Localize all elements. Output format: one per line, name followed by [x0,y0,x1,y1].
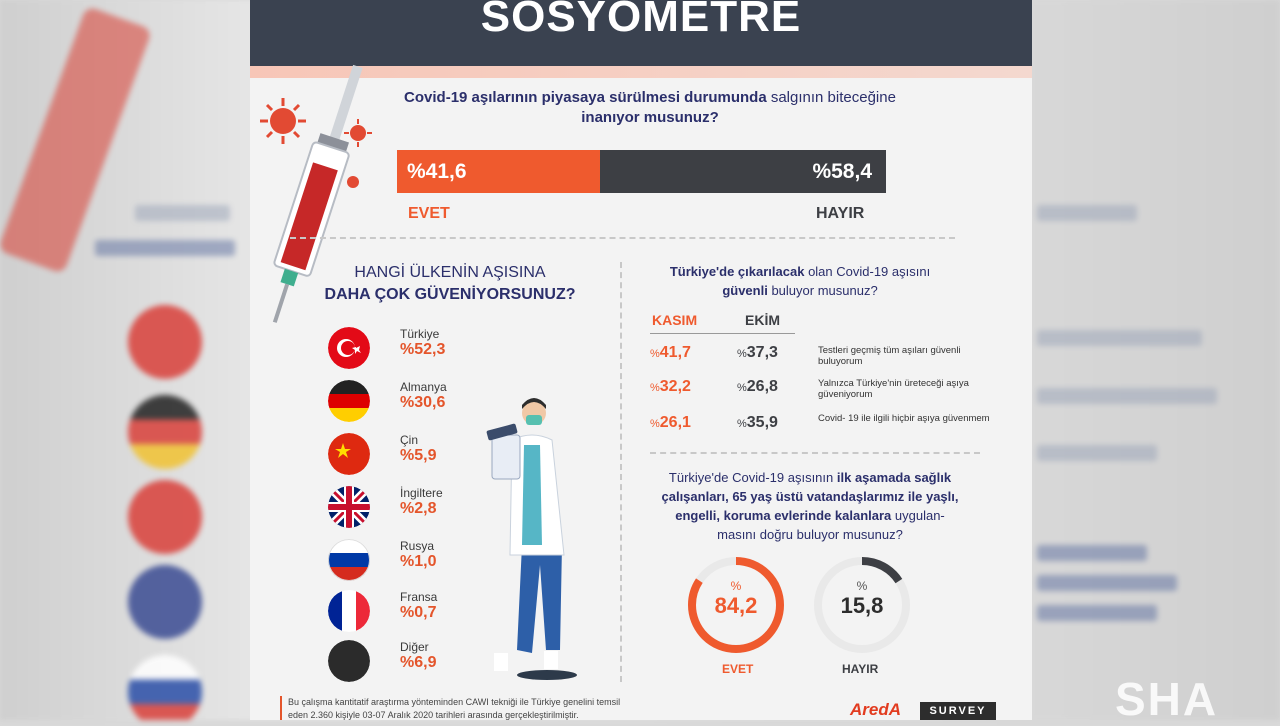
bar-no-value: %58,4 [812,160,872,184]
row-kasim-value: %32,2 [650,378,691,396]
country-name: Almanya [400,380,447,394]
question-2-line1: HANGİ ÜLKENİN AŞISINA [354,264,545,281]
doctor-illustration-icon [482,395,592,685]
row-description: Testleri geçmiş tüm aşıları güvenli buluyorum [818,345,998,367]
country-name: Fransa [400,590,437,604]
background-right-blur [1032,0,1280,720]
survey-logo: SURVEY [920,702,996,720]
footer-line2: eden 2.360 kişiyle 03-07 Aralık 2020 tarihleri arasında gerçekleştirilmiştir. [288,710,579,720]
bar-yes-value: %41,6 [407,160,467,184]
gauge-no-label: HAYIR [842,662,878,676]
areda-logo: AredA [850,700,901,720]
column-header-kasim: KASIM [652,312,697,328]
gauge-no-pct: % [812,579,912,593]
row-kasim-value: %26,1 [650,414,691,432]
bar-no-label: HAYIR [816,205,864,223]
yes-no-bar [397,150,886,193]
row-ekim-value: %37,3 [737,344,778,362]
question-3-part1: Türkiye'de çıkarılacak [670,264,805,279]
country-value: %2,8 [400,500,436,518]
sha-watermark-logo: SHA [1115,672,1218,726]
country-value: %1,0 [400,553,436,571]
gauge-yes-pct: % [686,579,786,593]
question-4-t1: Türkiye'de Covid-19 aşısının [669,470,833,485]
country-name: Diğer [400,640,429,654]
question-3-part2: olan Covid-19 aşısını [808,264,930,279]
country-value: %52,3 [400,341,445,359]
virus-icon [258,96,308,146]
uk-flag-icon [328,486,370,528]
russia-flag-icon [328,539,370,581]
question-4-t5: uygulan- [895,508,945,523]
gauge-yes [686,555,786,655]
country-name: İngiltere [400,486,443,500]
page-title: SOSYOMETRE [250,0,1032,42]
country-name: Türkiye [400,327,439,341]
france-flag-icon [328,590,370,632]
gauge-yes-value: 84,2 [686,593,786,619]
bar-yes-label: EVET [408,205,450,223]
gauge-no-value: 15,8 [812,593,912,619]
question-4-t4: engelli, koruma evlerinde kalanlara [675,508,891,523]
row-description: Covid- 19 ile ilgili hiçbir aşıya güvenmem [818,413,998,424]
germany-flag-icon [328,380,370,422]
turkey-flag-icon [328,327,370,369]
row-kasim-value: %41,7 [650,344,691,362]
question-1-part1: Covid-19 aşılarının piyasaya sürülmesi durumunda [404,89,767,106]
divider-vertical [620,262,622,682]
question-4-t3: çalışanları, 65 yaş üstü vatandaşlarımız ile yaşlı, [662,489,959,504]
country-value: %5,9 [400,447,436,465]
gauge-no [812,555,912,655]
question-3 [630,262,970,300]
country-value: %0,7 [400,604,436,622]
infographic-panel [250,0,1032,720]
divider-right [650,452,980,454]
row-ekim-value: %26,8 [737,378,778,396]
question-1 [360,88,940,128]
footer-note [280,696,730,720]
question-4-t6: masını doğru buluyor musunuz? [717,527,903,542]
other-circle-icon [328,640,370,682]
question-3-part3: güvenli [722,283,768,298]
question-1-part3: inanıyor musunuz? [581,109,719,126]
virus-tiny-icon [343,172,363,192]
background-left-blur [0,0,250,720]
question-1-part2: salgının biteceğine [771,89,896,106]
column-header-underline [650,333,795,334]
footer-line1: Bu çalışma kantitatif araştırma yönteminden CAWI tekniği ile Türkiye genelini temsil [288,697,620,707]
column-header-ekim: EKİM [745,312,780,328]
country-name: Rusya [400,539,434,553]
question-4 [630,468,990,544]
country-value: %30,6 [400,394,445,412]
row-ekim-value: %35,9 [737,414,778,432]
country-name: Çin [400,433,418,447]
country-value: %6,9 [400,654,436,672]
gauge-yes-label: EVET [722,662,753,676]
row-description: Yalnızca Türkiye'nin üreteceği aşıya güveniyorum [818,378,998,400]
question-2 [290,262,610,306]
question-2-line2: DAHA ÇOK GÜVENİYORSUNUZ? [325,286,576,303]
divider-horizontal [290,237,955,239]
question-4-t2: ilk aşamada sağlık [837,470,951,485]
china-flag-icon [328,433,370,475]
question-3-part4: buluyor musunuz? [771,283,877,298]
